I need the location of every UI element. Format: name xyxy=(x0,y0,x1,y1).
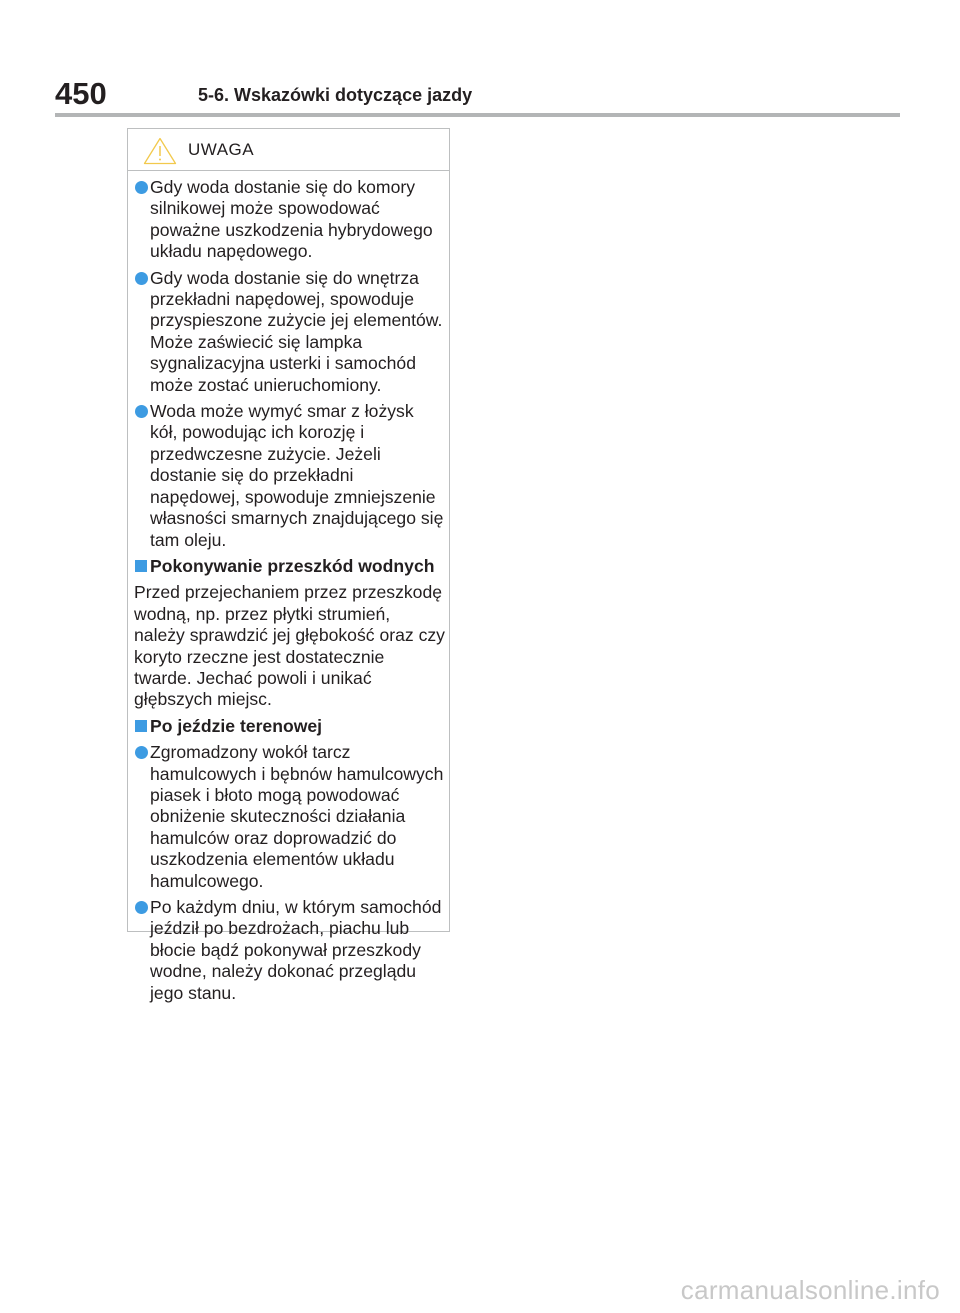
bullet-dot-icon xyxy=(135,405,148,418)
bullet-item xyxy=(134,897,445,1004)
bullet-item xyxy=(134,268,445,396)
bullet-text: Gdy woda dostanie się do wnętrza przekładni napędowej, spowoduje przyspieszone zużycie jej elementów. Może zaświecić się lampka sygnalizacyjna usterki i samochód może zostać unieruchomiony. xyxy=(150,267,443,395)
subheading-text: Pokonywanie przeszkód wodnych xyxy=(150,555,435,576)
bullet-item xyxy=(134,401,445,551)
square-bullet-icon xyxy=(135,560,147,572)
bullet-dot-icon xyxy=(135,901,148,914)
page-header xyxy=(55,78,900,118)
header-rule xyxy=(55,113,900,117)
subheading-after-offroad xyxy=(134,716,445,737)
bullet-item xyxy=(134,742,445,892)
warning-box-body xyxy=(128,171,449,1004)
bullet-dot-icon xyxy=(135,181,148,194)
bullet-text: Po każdym dniu, w którym samochód jeździł po bezdrożach, piachu lub błocie bądź pokonywał przeszkody wodne, należy dokonać przeglądu jego stanu. xyxy=(150,897,442,1003)
square-bullet-icon xyxy=(135,720,147,732)
bullet-item xyxy=(134,177,445,263)
watermark: carmanualsonline.info xyxy=(680,1275,940,1305)
warning-triangle-icon xyxy=(143,137,177,165)
bullet-text: Zgromadzony wokół tarcz hamulcowych i bębnów hamulcowych piasek i błoto mogą powodować obniżenie skuteczności działania hamulców oraz doprowadzić do uszkodzenia elementów układu hamulcowego. xyxy=(150,742,444,891)
paragraph-water-obstacles: Przed przejechaniem przez przeszkodę wodną, np. przez płytki strumień, należy sprawdzić jej głębokość oraz czy koryto rzeczne jest dostatecznie twarde. Jechać powoli i unikać głębszych miejsc. xyxy=(134,582,445,710)
section-title: 5-6. Wskazówki dotyczące jazdy xyxy=(198,85,473,105)
warning-box xyxy=(127,128,450,1003)
subheading-water-obstacles xyxy=(134,556,445,577)
page-number: 450 xyxy=(55,76,107,111)
warning-box-header xyxy=(128,129,449,171)
bullet-dot-icon xyxy=(135,272,148,285)
bullet-dot-icon xyxy=(135,746,148,759)
bullet-text: Woda może wymyć smar z łożysk kół, powodując ich korozję i przedwczesne zużycie. Jeżeli dostanie się do przekładni napędowej, spowoduje zmniejszenie własności smarnych znajdującego się tam oleju. xyxy=(150,401,444,550)
warning-label: UWAGA xyxy=(188,140,255,159)
subheading-text: Po jeździe terenowej xyxy=(150,715,323,736)
bullet-text: Gdy woda dostanie się do komory silnikowej może spowodować poważne uszkodzenia hybrydowego układu napędowego. xyxy=(150,177,433,262)
